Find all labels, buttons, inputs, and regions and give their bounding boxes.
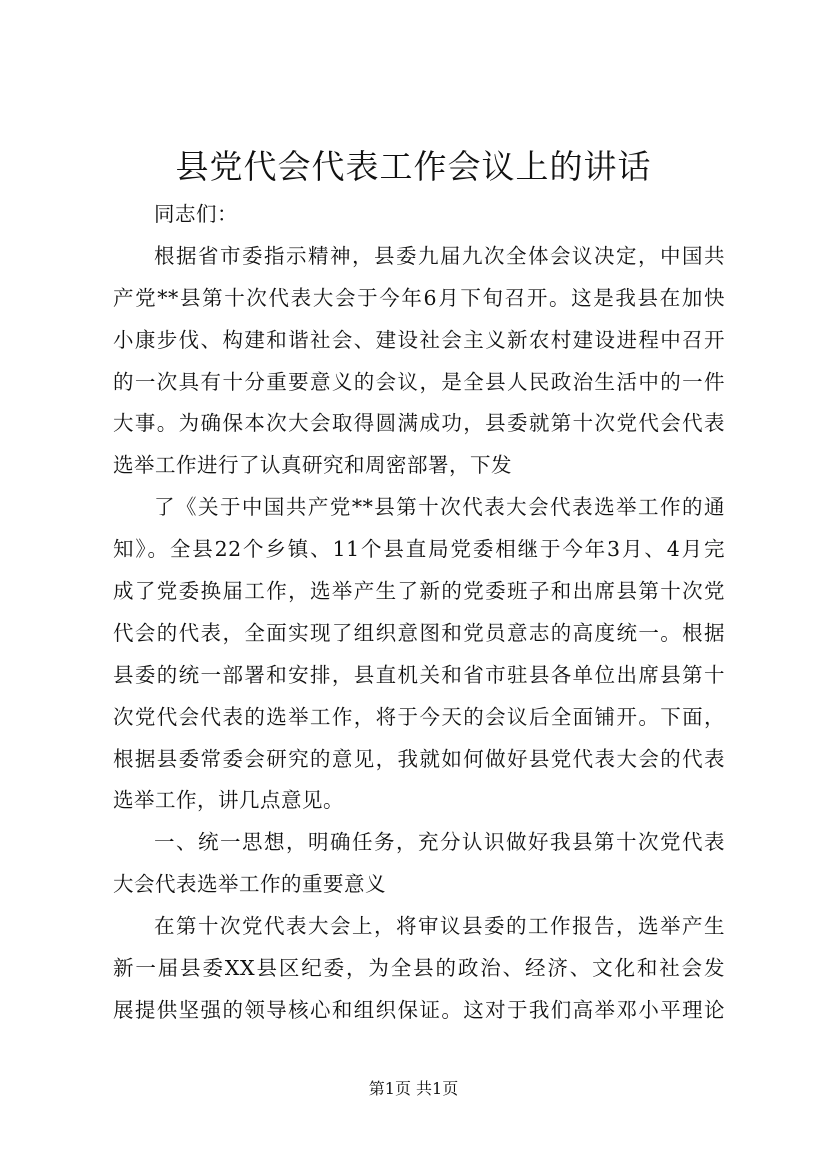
- paragraph-line: 小康步伐、构建和谐社会、建设社会主义新农村建设进程中召开: [113, 327, 725, 352]
- document-body: [113, 194, 725, 1032]
- paragraph-line: 了《关于中国共产党**县第十次代表大会代表选举工作的通: [154, 495, 725, 520]
- paragraph-line: 县委的统一部署和安排，县直机关和省市驻县各单位出席县第十: [113, 662, 725, 687]
- paragraph-line: 根据省市委指示精神，县委九届九次全体会议决定，中国共: [154, 243, 725, 268]
- paragraph-line: 选举工作进行了认真研究和周密部署，下发: [113, 453, 512, 478]
- paragraph-line: 大事。为确保本次大会取得圆满成功，县委就第十次党代会代表: [113, 411, 725, 436]
- paragraph-line: 展提供坚强的领导核心和组织保证。这对于我们高举邓小平理论: [113, 997, 725, 1022]
- section-heading-line: 一、统一思想，明确任务，充分认识做好我县第十次党代表: [154, 830, 725, 855]
- paragraph-line: 产党**县第十次代表大会于今年6月下旬召开。这是我县在加快: [113, 285, 725, 310]
- paragraph-line: 的一次具有十分重要意义的会议，是全县人民政治生活中的一件: [113, 369, 725, 394]
- salutation: 同志们：: [154, 202, 238, 226]
- paragraph-line: 代会的代表，全面实现了组织意图和党员意志的高度统一。根据: [113, 620, 725, 645]
- paragraph-line: 在第十次党代表大会上，将审议县委的工作报告，选举产生: [154, 914, 725, 939]
- paragraph-line: 根据县委常委会研究的意见，我就如何做好县党代表大会的代表: [113, 746, 725, 771]
- paragraph-line: 知》。全县22个乡镇、11个县直局党委相继于今年3月、4月完: [113, 537, 725, 562]
- paragraph-line: 新一届县委XX县区纪委，为全县的政治、经济、文化和社会发: [113, 956, 725, 981]
- page-number-footer: 第1页 共1页: [368, 1079, 459, 1098]
- paragraph-line: 选举工作，讲几点意见。: [113, 788, 344, 813]
- section-heading-line: 大会代表选举工作的重要意义: [113, 872, 386, 897]
- paragraph-line: 次党代会代表的选举工作，将于今天的会议后全面铺开。下面，: [113, 704, 725, 729]
- document-title: 县党代会代表工作会议上的讲话: [175, 147, 652, 186]
- paragraph-line: 成了党委换届工作，选举产生了新的党委班子和出席县第十次党: [113, 579, 725, 604]
